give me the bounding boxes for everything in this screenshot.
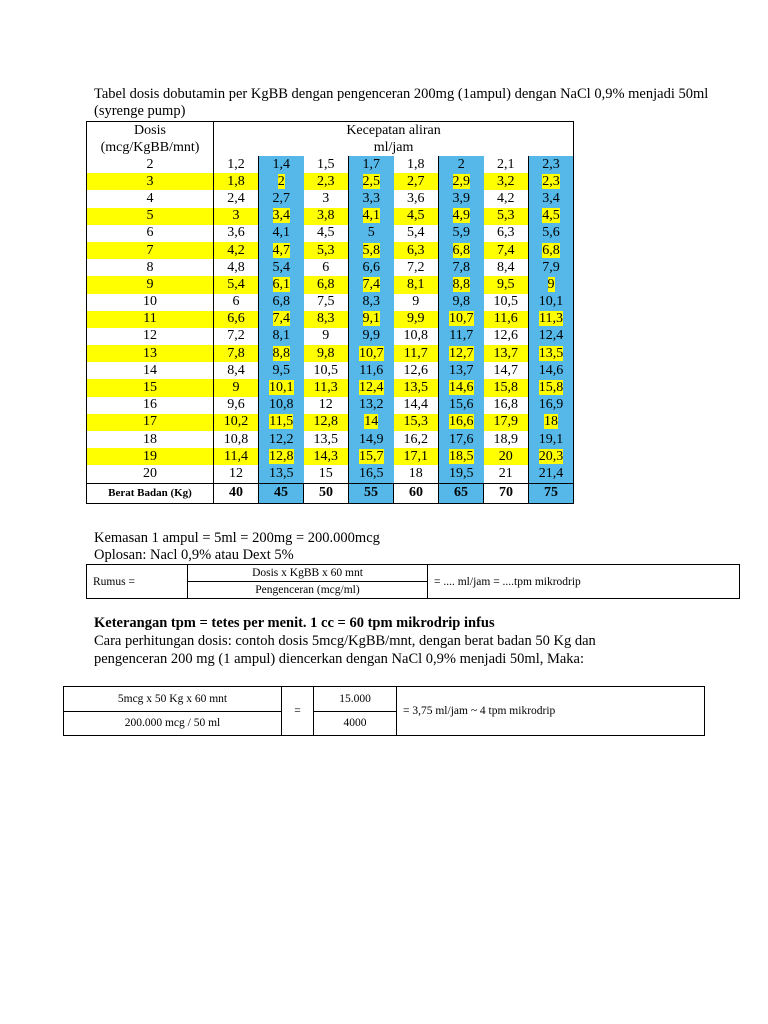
rate-cell — [259, 173, 304, 190]
rate-cell — [259, 345, 304, 362]
highlighted-value: 8,8 — [272, 345, 290, 361]
calc-result: = 3,75 ml/jam ~ 4 tpm mikrodrip — [397, 687, 705, 736]
rate-cell: 17,1 — [394, 448, 439, 465]
rate-cell: 10,5 — [493, 294, 518, 310]
highlighted-value: 7,4 — [272, 311, 290, 327]
rate-cell: 12,4 — [529, 328, 574, 345]
highlighted-value: 7,4 — [362, 276, 380, 292]
rate-cell: 4,2 — [497, 190, 515, 206]
rate-cell: 4,8 — [227, 259, 245, 275]
rate-cell: 10,8 — [259, 397, 304, 414]
highlighted-value: 2 — [277, 173, 285, 189]
rate-cell — [259, 379, 304, 396]
rate-cell: 9,8 — [439, 294, 484, 311]
weight-cell: 50 — [304, 483, 349, 503]
dose-cell: 14 — [87, 362, 214, 379]
highlighted-value: 6,8 — [452, 242, 470, 258]
rate-cell: 5,9 — [439, 225, 484, 242]
rate-cell: 6 — [232, 294, 240, 310]
dose-row — [87, 345, 574, 362]
keterangan-line: pengenceran 200 mg (1 ampul) diencerkan dengan NaCl 0,9% menjadi 50ml, Maka: — [94, 651, 585, 667]
rate-cell: 3,4 — [529, 190, 574, 207]
rate-cell — [439, 448, 484, 465]
highlighted-value: 9 — [547, 276, 555, 292]
highlighted-value: 2,5 — [362, 173, 380, 189]
highlighted-value: 12,8 — [269, 448, 294, 464]
highlighted-value: 18 — [544, 414, 559, 430]
rate-header-unit: ml/jam — [214, 139, 574, 156]
rate-cell: 14,4 — [403, 397, 428, 413]
rate-cell: 7,5 — [317, 294, 335, 310]
rate-cell: 2,3 — [304, 173, 349, 190]
rate-cell: 3,2 — [484, 173, 529, 190]
rate-cell: 21,4 — [529, 465, 574, 483]
highlighted-value: 4,5 — [542, 208, 560, 224]
rate-cell: 12 — [229, 465, 243, 481]
highlighted-value: 4,9 — [452, 208, 470, 224]
rate-cell — [349, 414, 394, 431]
rate-cell: 6,3 — [497, 225, 515, 241]
formula-box — [86, 564, 740, 599]
rate-cell: 3,3 — [349, 190, 394, 207]
rate-cell: 14,9 — [349, 431, 394, 448]
highlighted-value: 14,6 — [449, 380, 474, 396]
highlighted-value: 13,5 — [538, 345, 564, 361]
rate-cell: 10,1 — [529, 294, 574, 311]
rate-cell: 12,2 — [259, 431, 304, 448]
highlighted-value: 11,3 — [539, 311, 564, 327]
rate-cell: 9 — [322, 328, 330, 344]
highlighted-value: 10,7 — [359, 345, 384, 361]
weight-label: Berat Badan (Kg) — [87, 483, 214, 503]
rate-cell: 4,5 — [394, 208, 439, 225]
rate-cell — [349, 173, 394, 190]
weight-cell: 40 — [214, 483, 259, 503]
dose-cell: 7 — [87, 242, 214, 259]
dose-row — [87, 208, 574, 225]
rate-cell: 1,8 — [407, 156, 425, 172]
rate-cell: 16,2 — [403, 431, 428, 447]
rate-cell — [259, 311, 304, 328]
rate-cell — [439, 242, 484, 259]
rate-cell: 9,9 — [349, 328, 394, 345]
dose-cell: 9 — [87, 276, 214, 293]
rate-cell: 12 — [318, 397, 333, 413]
rate-cell: 16,8 — [493, 397, 518, 413]
rate-cell: 4,1 — [259, 225, 304, 242]
rate-cell: 8,3 — [349, 294, 394, 311]
rate-cell — [259, 448, 304, 465]
rate-cell: 3,8 — [304, 208, 349, 225]
rate-cell: 11,7 — [394, 345, 439, 362]
highlighted-value: 6,8 — [542, 242, 560, 258]
rate-cell — [259, 276, 304, 293]
rate-cell: 18 — [408, 465, 423, 481]
rate-cell: 6,6 — [349, 259, 394, 276]
dose-cell: 6 — [87, 225, 214, 242]
rate-cell: 15,6 — [439, 397, 484, 414]
rate-cell: 7,4 — [484, 242, 529, 259]
dose-cell: 18 — [87, 431, 214, 448]
rate-cell — [439, 173, 484, 190]
rate-cell — [349, 208, 394, 225]
rate-cell: 15,8 — [484, 379, 529, 396]
rate-cell: 4,5 — [317, 225, 335, 241]
dose-cell: 20 — [87, 465, 214, 483]
dose-row — [87, 448, 574, 465]
highlighted-value: 15,8 — [538, 380, 564, 396]
highlighted-value: 15,7 — [359, 448, 384, 464]
rate-cell — [439, 414, 484, 431]
rate-cell: 15 — [318, 465, 333, 481]
weight-cell: 65 — [439, 483, 484, 503]
rate-cell: 17,9 — [484, 414, 529, 431]
rate-cell — [349, 276, 394, 293]
rate-cell: 17,6 — [439, 431, 484, 448]
highlighted-value: 3,4 — [272, 208, 290, 224]
document-title: Tabel dosis dobutamin per KgBB dengan pengenceran 200mg (1ampul) dengan NaCl 0,9% menjadi 50ml (syrenge pump) — [94, 86, 709, 119]
rate-cell — [349, 379, 394, 396]
rate-cell: 10,8 — [403, 328, 428, 344]
rate-cell: 6 — [322, 259, 330, 275]
rate-cell — [529, 345, 574, 362]
rate-cell: 21 — [498, 465, 513, 481]
rate-cell — [529, 414, 574, 431]
rate-cell: 8,4 — [227, 362, 245, 378]
calc-numerator: 5mcg x 50 Kg x 60 mnt — [64, 687, 282, 712]
rate-cell: 6,8 — [304, 276, 349, 293]
weight-cell: 70 — [484, 483, 529, 503]
formula-label: Rumus = — [87, 565, 188, 599]
dose-row — [87, 156, 574, 173]
dose-cell: 19 — [87, 448, 214, 465]
rate-cell: 19,1 — [529, 431, 574, 448]
rate-cell: 8,3 — [304, 311, 349, 328]
rate-cell: 14,3 — [304, 448, 349, 465]
rate-cell: 6,3 — [394, 242, 439, 259]
calc-equals: = — [282, 687, 314, 736]
calc-numerator-2: 15.000 — [314, 687, 397, 712]
weight-cell: 55 — [349, 483, 394, 503]
highlighted-value: 20,3 — [538, 448, 564, 464]
rate-cell: 8,1 — [259, 328, 304, 345]
highlighted-value: 9,1 — [362, 311, 380, 327]
dose-cell: 17 — [87, 414, 214, 431]
rate-cell: 9 — [412, 294, 420, 310]
weight-cell: 75 — [529, 483, 574, 503]
rate-cell — [529, 448, 574, 465]
rate-cell — [259, 242, 304, 259]
rate-cell — [349, 311, 394, 328]
highlighted-value: 4,7 — [272, 242, 290, 258]
rate-cell: 12,6 — [403, 362, 428, 378]
rate-cell: 2,3 — [529, 156, 574, 173]
rate-cell: 5 — [349, 225, 394, 242]
rate-cell — [259, 414, 304, 431]
rate-cell — [349, 242, 394, 259]
rate-cell: 13,7 — [484, 345, 529, 362]
keterangan — [94, 614, 674, 668]
dose-cell: 3 — [87, 173, 214, 190]
rate-cell: 2,7 — [259, 190, 304, 207]
rate-cell — [439, 379, 484, 396]
rate-cell: 8,1 — [394, 276, 439, 293]
dose-row — [87, 397, 574, 414]
highlighted-value: 12,7 — [449, 345, 474, 361]
rate-cell: 20 — [484, 448, 529, 465]
highlighted-value: 18,5 — [449, 448, 474, 464]
kemasan-info — [94, 530, 380, 564]
rate-cell: 11,6 — [484, 311, 529, 328]
rate-cell: 9,5 — [259, 362, 304, 379]
dose-cell: 2 — [87, 156, 214, 173]
dose-cell: 16 — [87, 397, 214, 414]
oplosan-line: Oplosan: Nacl 0,9% atau Dext 5% — [94, 547, 294, 563]
dose-header-unit: (mcg/KgBB/mnt) — [87, 139, 214, 156]
weight-cell: 45 — [259, 483, 304, 503]
rate-header: Kecepatan aliran — [214, 122, 574, 140]
rate-cell: 2,4 — [227, 190, 245, 206]
calculation-box — [63, 686, 705, 736]
rate-cell — [439, 345, 484, 362]
dose-row — [87, 259, 574, 276]
rate-cell: 9,9 — [394, 311, 439, 328]
rate-cell: 9,8 — [304, 345, 349, 362]
rate-cell — [439, 311, 484, 328]
rate-cell: 6,6 — [214, 311, 259, 328]
rate-cell: 19,5 — [439, 465, 484, 483]
dose-row — [87, 276, 574, 293]
highlighted-value: 14 — [364, 414, 379, 430]
calc-denominator-2: 4000 — [314, 711, 397, 736]
dose-row — [87, 225, 574, 242]
rate-cell: 7,2 — [407, 259, 425, 275]
formula-result: = .... ml/jam = ....tpm mikrodrip — [428, 565, 740, 599]
keterangan-line: Cara perhitungan dosis: contoh dosis 5mcg/KgBB/mnt, dengan berat badan 50 Kg dan — [94, 633, 596, 649]
rate-cell — [439, 208, 484, 225]
dose-cell: 4 — [87, 190, 214, 207]
rate-cell: 3 — [214, 208, 259, 225]
rate-cell — [349, 448, 394, 465]
rate-cell: 5,6 — [529, 225, 574, 242]
rate-cell: 14,6 — [529, 362, 574, 379]
rate-cell: 1,2 — [227, 156, 245, 172]
rate-cell: 7,2 — [227, 328, 245, 344]
highlighted-value: 4,1 — [362, 208, 380, 224]
dose-header: Dosis — [87, 122, 214, 140]
highlighted-value: 5,8 — [362, 242, 380, 258]
dose-row — [87, 242, 574, 259]
highlighted-value: 10,1 — [269, 380, 294, 396]
rate-cell: 13,7 — [439, 362, 484, 379]
weight-cell: 60 — [394, 483, 439, 503]
rate-cell: 12,6 — [493, 328, 518, 344]
rate-cell: 11,7 — [439, 328, 484, 345]
highlighted-value: 11,5 — [269, 414, 294, 430]
rate-cell: 18,9 — [493, 431, 518, 447]
rate-cell — [439, 276, 484, 293]
rate-cell: 7,9 — [529, 259, 574, 276]
rate-cell: 13,5 — [259, 465, 304, 483]
dose-row — [87, 173, 574, 190]
dose-table — [86, 121, 574, 504]
rate-cell: 10,2 — [214, 414, 259, 431]
rate-cell: 3,6 — [227, 225, 245, 241]
dose-cell: 12 — [87, 328, 214, 345]
formula-numerator: Dosis x KgBB x 60 mnt — [188, 565, 427, 582]
rate-cell: 13,5 — [313, 431, 338, 447]
rate-cell: 5,4 — [407, 225, 425, 241]
dose-cell: 15 — [87, 379, 214, 396]
rate-cell: 5,3 — [304, 242, 349, 259]
calc-denominator: 200.000 mcg / 50 ml — [64, 711, 282, 736]
rate-cell: 10,5 — [313, 362, 338, 378]
rate-cell: 6,8 — [259, 294, 304, 311]
keterangan-heading: Keterangan tpm = tetes per menit. 1 cc = 60 tpm mikrodrip infus — [94, 615, 495, 631]
rate-cell — [259, 208, 304, 225]
rate-cell: 2,1 — [497, 156, 515, 172]
dose-cell: 13 — [87, 345, 214, 362]
rate-cell: 9,5 — [484, 276, 529, 293]
rate-cell: 13,5 — [394, 379, 439, 396]
rate-cell: 7,8 — [214, 345, 259, 362]
highlighted-value: 10,7 — [449, 311, 474, 327]
rate-cell: 5,4 — [214, 276, 259, 293]
rate-cell: 4,2 — [214, 242, 259, 259]
dose-row — [87, 328, 574, 345]
rate-cell — [529, 311, 574, 328]
highlighted-value: 8,8 — [452, 276, 470, 292]
dose-row — [87, 465, 574, 483]
rate-cell: 12,8 — [304, 414, 349, 431]
rate-cell: 9,6 — [227, 397, 245, 413]
dose-cell: 5 — [87, 208, 214, 225]
dose-row — [87, 362, 574, 379]
rate-cell: 13,2 — [349, 397, 394, 414]
dose-row — [87, 414, 574, 431]
rate-cell: 5,3 — [484, 208, 529, 225]
rate-cell: 1,5 — [317, 156, 335, 172]
highlighted-value: 2,3 — [542, 173, 560, 189]
dose-row — [87, 190, 574, 207]
dose-row — [87, 311, 574, 328]
rate-cell: 14,7 — [493, 362, 518, 378]
rate-cell — [529, 208, 574, 225]
rate-cell — [529, 276, 574, 293]
rate-cell: 11,4 — [214, 448, 259, 465]
rate-cell: 3,9 — [439, 190, 484, 207]
rate-cell — [349, 345, 394, 362]
dose-row — [87, 379, 574, 396]
dose-row — [87, 294, 574, 311]
rate-cell: 3,6 — [407, 190, 425, 206]
rate-cell: 15,3 — [394, 414, 439, 431]
highlighted-value: 12,4 — [359, 380, 384, 396]
dose-row — [87, 431, 574, 448]
rate-cell: 1,7 — [349, 156, 394, 173]
rate-cell: 1,8 — [214, 173, 259, 190]
kemasan-line: Kemasan 1 ampul = 5ml = 200mg = 200.000mcg — [94, 530, 380, 546]
rate-cell: 2,7 — [394, 173, 439, 190]
rate-cell: 7,8 — [439, 259, 484, 276]
rate-cell — [529, 379, 574, 396]
rate-cell: 16,9 — [529, 397, 574, 414]
rate-cell: 16,5 — [349, 465, 394, 483]
rate-cell: 8,4 — [497, 259, 515, 275]
rate-cell: 11,6 — [349, 362, 394, 379]
highlighted-value: 2,9 — [452, 173, 470, 189]
rate-cell: 3 — [322, 190, 330, 206]
rate-cell: 2 — [439, 156, 484, 173]
formula-denominator: Pengenceran (mcg/ml) — [255, 584, 360, 596]
dose-cell: 10 — [87, 294, 214, 311]
rate-cell — [529, 173, 574, 190]
rate-cell: 10,8 — [223, 431, 249, 447]
dose-cell: 11 — [87, 311, 214, 328]
rate-cell — [529, 242, 574, 259]
rate-cell: 11,3 — [304, 379, 349, 396]
rate-cell: 1,4 — [259, 156, 304, 173]
highlighted-value: 6,1 — [272, 276, 290, 292]
rate-cell: 5,4 — [259, 259, 304, 276]
dose-cell: 8 — [87, 259, 214, 276]
rate-cell: 9 — [214, 379, 259, 396]
highlighted-value: 16,6 — [449, 414, 474, 430]
